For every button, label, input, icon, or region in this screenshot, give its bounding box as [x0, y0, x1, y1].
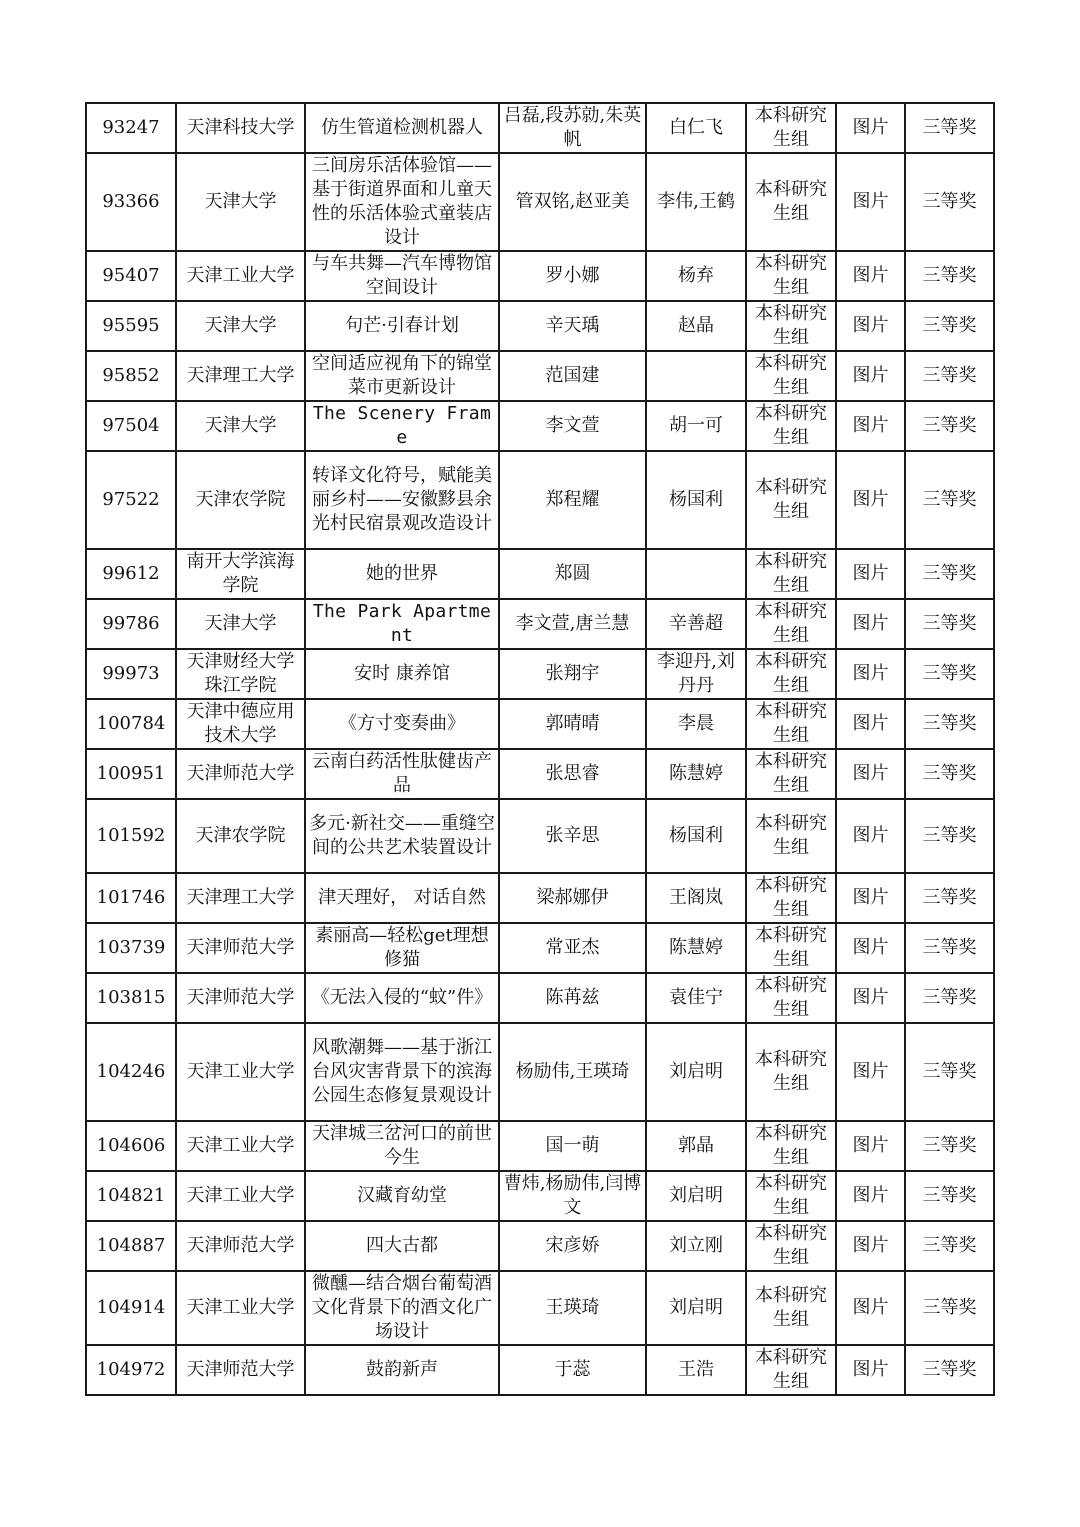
category-cell: 图片	[836, 401, 905, 451]
authors-cell: 郑程耀	[499, 451, 646, 549]
group-cell: 本科研究生组	[746, 1271, 836, 1345]
entry-id-cell: 103815	[86, 973, 176, 1023]
advisor-cell: 李晨	[646, 699, 746, 749]
entry-id-cell: 104821	[86, 1171, 176, 1221]
award-cell: 三等奖	[905, 549, 994, 599]
entry-id-cell: 93366	[86, 153, 176, 251]
work-title-cell: 她的世界	[305, 549, 499, 599]
school-cell: 南开大学滨海学院	[176, 549, 305, 599]
entry-id-cell: 104972	[86, 1345, 176, 1395]
category-cell: 图片	[836, 699, 905, 749]
school-cell: 天津师范大学	[176, 923, 305, 973]
authors-cell: 杨励伟,王瑛琦	[499, 1023, 646, 1121]
work-title-cell: The Scenery Frame	[305, 401, 499, 451]
group-cell: 本科研究生组	[746, 699, 836, 749]
group-cell: 本科研究生组	[746, 749, 836, 799]
group-cell: 本科研究生组	[746, 1023, 836, 1121]
work-title-cell: 三间房乐活体验馆——基于街道界面和儿童天性的乐活体验式童装店设计	[305, 153, 499, 251]
authors-cell: 罗小娜	[499, 251, 646, 301]
table-row	[86, 549, 994, 599]
award-cell: 三等奖	[905, 153, 994, 251]
group-cell: 本科研究生组	[746, 251, 836, 301]
school-cell: 天津农学院	[176, 799, 305, 873]
entry-id-cell: 95852	[86, 351, 176, 401]
entry-id-cell: 93247	[86, 103, 176, 153]
group-cell: 本科研究生组	[746, 1221, 836, 1271]
authors-cell: 于蕊	[499, 1345, 646, 1395]
award-cell: 三等奖	[905, 699, 994, 749]
category-cell: 图片	[836, 923, 905, 973]
school-cell: 天津大学	[176, 401, 305, 451]
work-title-cell: 四大古都	[305, 1221, 499, 1271]
work-title-cell: 空间适应视角下的锦堂菜市更新设计	[305, 351, 499, 401]
category-cell: 图片	[836, 599, 905, 649]
advisor-cell: 王浩	[646, 1345, 746, 1395]
entry-id-cell: 99612	[86, 549, 176, 599]
group-cell: 本科研究生组	[746, 923, 836, 973]
group-cell: 本科研究生组	[746, 301, 836, 351]
table-row	[86, 451, 994, 549]
work-title-cell: 津天理好， 对话自然	[305, 873, 499, 923]
school-cell: 天津师范大学	[176, 1221, 305, 1271]
advisor-cell: 郭晶	[646, 1121, 746, 1171]
award-cell: 三等奖	[905, 1221, 994, 1271]
awards-table	[85, 102, 995, 1396]
school-cell: 天津大学	[176, 153, 305, 251]
school-cell: 天津师范大学	[176, 749, 305, 799]
category-cell: 图片	[836, 873, 905, 923]
category-cell: 图片	[836, 1221, 905, 1271]
advisor-cell: 刘启明	[646, 1023, 746, 1121]
school-cell: 天津大学	[176, 301, 305, 351]
category-cell: 图片	[836, 301, 905, 351]
table-row	[86, 599, 994, 649]
group-cell: 本科研究生组	[746, 873, 836, 923]
table-row	[86, 301, 994, 351]
advisor-cell: 王阁岚	[646, 873, 746, 923]
award-cell: 三等奖	[905, 301, 994, 351]
entry-id-cell: 99973	[86, 649, 176, 699]
entry-id-cell: 101746	[86, 873, 176, 923]
award-cell: 三等奖	[905, 351, 994, 401]
authors-cell: 国一萌	[499, 1121, 646, 1171]
school-cell: 天津理工大学	[176, 351, 305, 401]
category-cell: 图片	[836, 1171, 905, 1221]
category-cell: 图片	[836, 1271, 905, 1345]
table-row	[86, 1023, 994, 1121]
work-title-cell: 天津城三岔河口的前世今生	[305, 1121, 499, 1171]
group-cell: 本科研究生组	[746, 1345, 836, 1395]
group-cell: 本科研究生组	[746, 799, 836, 873]
entry-id-cell: 100784	[86, 699, 176, 749]
award-cell: 三等奖	[905, 1271, 994, 1345]
entry-id-cell: 104606	[86, 1121, 176, 1171]
work-title-cell: 《方寸变奏曲》	[305, 699, 499, 749]
authors-cell: 陈苒兹	[499, 973, 646, 1023]
authors-cell: 张思睿	[499, 749, 646, 799]
table-row	[86, 873, 994, 923]
group-cell: 本科研究生组	[746, 649, 836, 699]
entry-id-cell: 101592	[86, 799, 176, 873]
work-title-cell: 汉藏育幼堂	[305, 1171, 499, 1221]
category-cell: 图片	[836, 153, 905, 251]
group-cell: 本科研究生组	[746, 1171, 836, 1221]
award-cell: 三等奖	[905, 1345, 994, 1395]
table-row	[86, 251, 994, 301]
work-title-cell: 微醺—结合烟台葡萄酒文化背景下的酒文化广场设计	[305, 1271, 499, 1345]
award-cell: 三等奖	[905, 451, 994, 549]
entry-id-cell: 103739	[86, 923, 176, 973]
category-cell: 图片	[836, 351, 905, 401]
entry-id-cell: 95407	[86, 251, 176, 301]
authors-cell: 李文萱	[499, 401, 646, 451]
table-row	[86, 401, 994, 451]
award-cell: 三等奖	[905, 649, 994, 699]
advisor-cell: 李伟,王鹤	[646, 153, 746, 251]
category-cell: 图片	[836, 799, 905, 873]
work-title-cell: 多元·新社交——重缝空间的公共艺术装置设计	[305, 799, 499, 873]
school-cell: 天津工业大学	[176, 1171, 305, 1221]
authors-cell: 吕磊,段苏勍,朱英帆	[499, 103, 646, 153]
category-cell: 图片	[836, 103, 905, 153]
award-cell: 三等奖	[905, 799, 994, 873]
category-cell: 图片	[836, 749, 905, 799]
entry-id-cell: 97522	[86, 451, 176, 549]
work-title-cell: 素丽高—轻松get理想修猫	[305, 923, 499, 973]
advisor-cell: 陈慧婷	[646, 923, 746, 973]
school-cell: 天津财经大学珠江学院	[176, 649, 305, 699]
school-cell: 天津理工大学	[176, 873, 305, 923]
entry-id-cell: 100951	[86, 749, 176, 799]
authors-cell: 张辛思	[499, 799, 646, 873]
school-cell: 天津中德应用技术大学	[176, 699, 305, 749]
authors-cell: 管双铭,赵亚美	[499, 153, 646, 251]
award-cell: 三等奖	[905, 1121, 994, 1171]
work-title-cell: 云南白药活性肽健齿产品	[305, 749, 499, 799]
authors-cell: 王瑛琦	[499, 1271, 646, 1345]
table-row	[86, 103, 994, 153]
group-cell: 本科研究生组	[746, 1121, 836, 1171]
group-cell: 本科研究生组	[746, 401, 836, 451]
table-body	[86, 103, 994, 1395]
table-row	[86, 351, 994, 401]
work-title-cell: 《无法入侵的“蚊”件》	[305, 973, 499, 1023]
school-cell: 天津农学院	[176, 451, 305, 549]
authors-cell: 李文萱,唐兰慧	[499, 599, 646, 649]
authors-cell: 梁郝娜伊	[499, 873, 646, 923]
advisor-cell: 胡一可	[646, 401, 746, 451]
advisor-cell	[646, 549, 746, 599]
table-row	[86, 973, 994, 1023]
advisor-cell: 赵晶	[646, 301, 746, 351]
advisor-cell: 杨国利	[646, 799, 746, 873]
advisor-cell	[646, 351, 746, 401]
authors-cell: 曹炜,杨励伟,闫博文	[499, 1171, 646, 1221]
group-cell: 本科研究生组	[746, 103, 836, 153]
work-title-cell: 转译文化符号，赋能美丽乡村——安徽黟县余光村民宿景观改造设计	[305, 451, 499, 549]
group-cell: 本科研究生组	[746, 599, 836, 649]
work-title-cell: 鼓韵新声	[305, 1345, 499, 1395]
table-row	[86, 923, 994, 973]
table-row	[86, 1345, 994, 1395]
advisor-cell: 李迎丹,刘丹丹	[646, 649, 746, 699]
school-cell: 天津工业大学	[176, 1271, 305, 1345]
advisor-cell: 陈慧婷	[646, 749, 746, 799]
award-cell: 三等奖	[905, 401, 994, 451]
table-row	[86, 799, 994, 873]
award-cell: 三等奖	[905, 1171, 994, 1221]
table-row	[86, 649, 994, 699]
advisor-cell: 刘立刚	[646, 1221, 746, 1271]
authors-cell: 郭晴晴	[499, 699, 646, 749]
advisor-cell: 辛善超	[646, 599, 746, 649]
school-cell: 天津大学	[176, 599, 305, 649]
authors-cell: 宋彦娇	[499, 1221, 646, 1271]
category-cell: 图片	[836, 1023, 905, 1121]
category-cell: 图片	[836, 1121, 905, 1171]
authors-cell: 张翔宇	[499, 649, 646, 699]
school-cell: 天津师范大学	[176, 973, 305, 1023]
entry-id-cell: 97504	[86, 401, 176, 451]
authors-cell: 常亚杰	[499, 923, 646, 973]
authors-cell: 范国建	[499, 351, 646, 401]
advisor-cell: 刘启明	[646, 1271, 746, 1345]
advisor-cell: 杨国利	[646, 451, 746, 549]
group-cell: 本科研究生组	[746, 973, 836, 1023]
authors-cell: 郑圆	[499, 549, 646, 599]
school-cell: 天津工业大学	[176, 251, 305, 301]
category-cell: 图片	[836, 649, 905, 699]
entry-id-cell: 104246	[86, 1023, 176, 1121]
group-cell: 本科研究生组	[746, 451, 836, 549]
category-cell: 图片	[836, 251, 905, 301]
category-cell: 图片	[836, 549, 905, 599]
group-cell: 本科研究生组	[746, 351, 836, 401]
award-cell: 三等奖	[905, 873, 994, 923]
authors-cell: 辛天瑀	[499, 301, 646, 351]
school-cell: 天津科技大学	[176, 103, 305, 153]
award-cell: 三等奖	[905, 251, 994, 301]
group-cell: 本科研究生组	[746, 153, 836, 251]
table-row	[86, 699, 994, 749]
work-title-cell: 仿生管道检测机器人	[305, 103, 499, 153]
table-row	[86, 749, 994, 799]
group-cell: 本科研究生组	[746, 549, 836, 599]
school-cell: 天津师范大学	[176, 1345, 305, 1395]
entry-id-cell: 104887	[86, 1221, 176, 1271]
award-cell: 三等奖	[905, 749, 994, 799]
award-cell: 三等奖	[905, 103, 994, 153]
entry-id-cell: 99786	[86, 599, 176, 649]
category-cell: 图片	[836, 973, 905, 1023]
award-cell: 三等奖	[905, 599, 994, 649]
school-cell: 天津工业大学	[176, 1121, 305, 1171]
advisor-cell: 杨弃	[646, 251, 746, 301]
table-row	[86, 1171, 994, 1221]
work-title-cell: The Park Apartment	[305, 599, 499, 649]
table-row	[86, 153, 994, 251]
work-title-cell: 安时 康养馆	[305, 649, 499, 699]
advisor-cell: 白仁飞	[646, 103, 746, 153]
table-row	[86, 1121, 994, 1171]
work-title-cell: 与车共舞—汽车博物馆空间设计	[305, 251, 499, 301]
table-row	[86, 1221, 994, 1271]
award-cell: 三等奖	[905, 973, 994, 1023]
category-cell: 图片	[836, 1345, 905, 1395]
work-title-cell: 风歌潮舞——基于浙江台风灾害背景下的滨海公园生态修复景观设计	[305, 1023, 499, 1121]
work-title-cell: 句芒·引春计划	[305, 301, 499, 351]
table-row	[86, 1271, 994, 1345]
entry-id-cell: 95595	[86, 301, 176, 351]
entry-id-cell: 104914	[86, 1271, 176, 1345]
advisor-cell: 刘启明	[646, 1171, 746, 1221]
category-cell: 图片	[836, 451, 905, 549]
award-cell: 三等奖	[905, 923, 994, 973]
school-cell: 天津工业大学	[176, 1023, 305, 1121]
award-cell: 三等奖	[905, 1023, 994, 1121]
advisor-cell: 袁佳宁	[646, 973, 746, 1023]
